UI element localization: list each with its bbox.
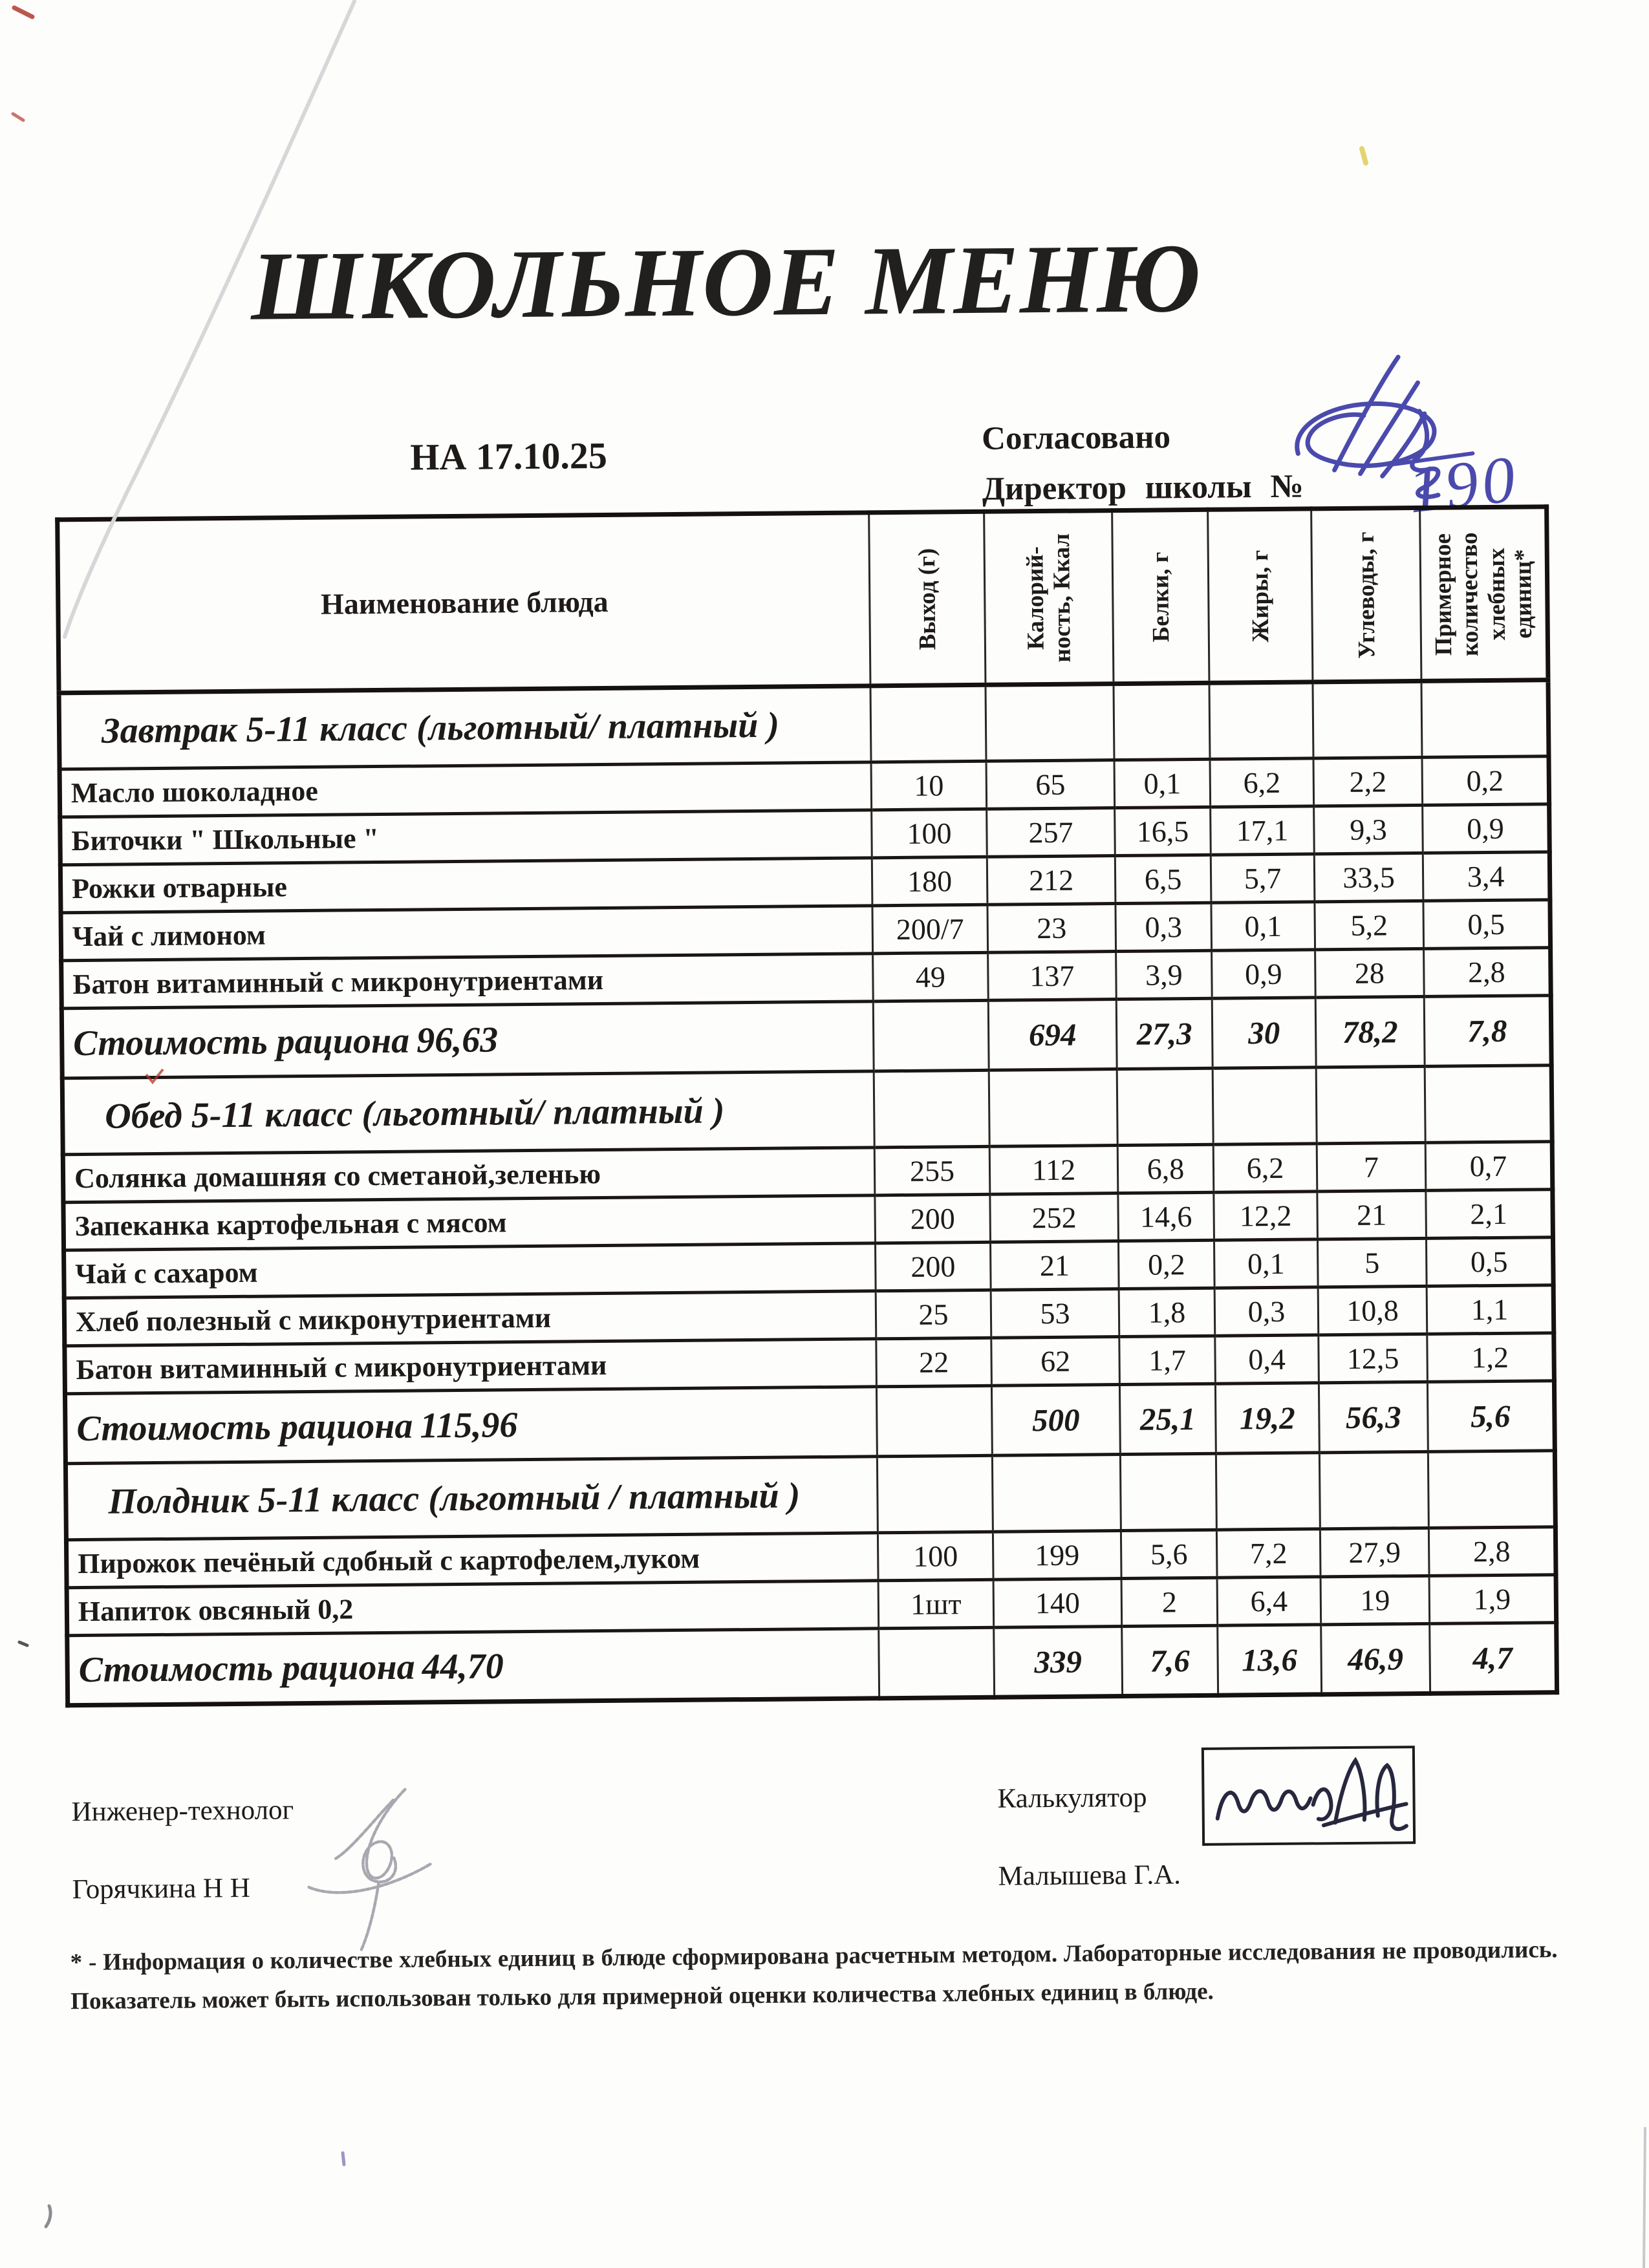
dish-bread-units: 1,2 bbox=[1427, 1333, 1555, 1382]
dish-fat: 6,4 bbox=[1217, 1577, 1321, 1625]
total-calories: 694 bbox=[988, 1000, 1117, 1071]
cost-price: 96,63 bbox=[416, 1019, 499, 1061]
dish-name: Чай с лимоном bbox=[61, 906, 873, 961]
column-header-output-label: Выход (г) bbox=[913, 548, 941, 650]
dish-name: Запеканка картофельная с мясом bbox=[63, 1195, 876, 1250]
dish-calories: 199 bbox=[993, 1531, 1121, 1580]
dish-name: Солянка домашняя со сметаной,зеленью bbox=[63, 1148, 875, 1203]
dish-fat: 6,2 bbox=[1213, 1144, 1317, 1192]
dish-carbs: 19 bbox=[1320, 1576, 1430, 1624]
total-bread-units: 5,6 bbox=[1427, 1381, 1555, 1452]
dish-carbs: 28 bbox=[1315, 948, 1425, 997]
cost-cell bbox=[65, 1387, 877, 1464]
empty-cell bbox=[1421, 680, 1549, 758]
dish-bread-units: 1,9 bbox=[1429, 1575, 1557, 1624]
empty-cell bbox=[1313, 681, 1422, 758]
engineer-signature-strokes bbox=[308, 1789, 431, 1951]
total-calories: 500 bbox=[991, 1385, 1120, 1456]
dish-output: 10 bbox=[871, 761, 987, 810]
dish-calories: 53 bbox=[991, 1289, 1119, 1338]
director-label: Директор школы № bbox=[982, 468, 1304, 508]
table-header-row bbox=[58, 507, 1548, 693]
total-carbs: 56,3 bbox=[1319, 1382, 1428, 1452]
column-header-bread-units-label: Примерное количество хлебных единиц* bbox=[1429, 531, 1537, 656]
dish-calories: 252 bbox=[990, 1193, 1119, 1243]
cost-row-breakfast bbox=[61, 996, 1551, 1078]
dish-protein: 3,9 bbox=[1116, 950, 1212, 999]
column-header-calories bbox=[984, 511, 1114, 685]
dish-bread-units: 0,5 bbox=[1423, 900, 1551, 949]
bread-units-footnote: * - Информация о количестве хлебных единиц в блюде сформирована расчетным методом. Лабораторные исследования не проводились. Показатель может быть использован только для примерной оценки количества хлебных единиц в блюде. bbox=[70, 1936, 1558, 2015]
cost-row-lunch bbox=[65, 1381, 1555, 1464]
page-title: ШКОЛЬНОЕ МЕНЮ bbox=[250, 223, 1202, 341]
dish-carbs: 7 bbox=[1317, 1142, 1426, 1191]
dish-calories: 65 bbox=[986, 760, 1115, 809]
empty-cell bbox=[1216, 1453, 1320, 1530]
section-title: Завтрак 5-11 класс (льготный/ платный ) bbox=[59, 686, 871, 769]
dish-output: 180 bbox=[872, 857, 987, 906]
dish-carbs: 12,5 bbox=[1319, 1334, 1428, 1382]
dish-name: Батон витаминный с микронутриентами bbox=[61, 954, 874, 1009]
dish-bread-units: 0,5 bbox=[1426, 1237, 1553, 1287]
dish-protein: 2 bbox=[1121, 1578, 1218, 1626]
dish-carbs: 33,5 bbox=[1314, 853, 1423, 901]
dish-bread-units: 0,7 bbox=[1425, 1142, 1553, 1191]
total-carbs: 78,2 bbox=[1315, 996, 1425, 1067]
cost-price: 115,96 bbox=[420, 1404, 518, 1446]
director-signature-strokes bbox=[1297, 356, 1473, 498]
total-calories: 339 bbox=[994, 1627, 1123, 1698]
total-protein: 27,3 bbox=[1116, 998, 1212, 1069]
empty-cell bbox=[1319, 1451, 1428, 1528]
section-row-lunch bbox=[62, 1065, 1552, 1155]
empty-cell bbox=[989, 1069, 1117, 1147]
total-fat: 13,6 bbox=[1218, 1625, 1322, 1695]
dish-output: 255 bbox=[874, 1146, 990, 1195]
menu-date: НА 17.10.25 bbox=[410, 434, 608, 478]
dish-bread-units: 2,8 bbox=[1424, 948, 1551, 997]
column-header-protein-label: Белки, г bbox=[1147, 551, 1174, 642]
agreed-label: Согласовано bbox=[981, 419, 1171, 457]
dish-protein: 1,8 bbox=[1119, 1288, 1215, 1336]
total-protein: 25,1 bbox=[1119, 1384, 1216, 1454]
dish-fat: 5,7 bbox=[1211, 854, 1315, 903]
dish-protein: 1,7 bbox=[1119, 1336, 1216, 1384]
section-row-snack bbox=[65, 1451, 1555, 1540]
section-title: Полдник 5-11 класс (льготный / платный ) bbox=[65, 1457, 878, 1540]
dish-output: 100 bbox=[878, 1532, 993, 1581]
calculator-signature-icon bbox=[1208, 1752, 1410, 1839]
empty-cell bbox=[879, 1627, 995, 1698]
calculator-name: Малышева Г.А. bbox=[998, 1859, 1181, 1892]
calculator-signature-strokes bbox=[1217, 1760, 1406, 1830]
dish-calories: 137 bbox=[988, 952, 1117, 1001]
column-header-carbs bbox=[1311, 508, 1421, 681]
dish-name: Масло шоколадное bbox=[59, 762, 872, 817]
engineer-signature-icon bbox=[296, 1780, 446, 1954]
dish-name: Чай с сахаром bbox=[64, 1243, 876, 1298]
dish-output: 200/7 bbox=[872, 904, 988, 954]
dish-calories: 112 bbox=[989, 1146, 1118, 1195]
column-header-dish-name: Наименование блюда bbox=[58, 513, 870, 693]
dish-calories: 62 bbox=[991, 1337, 1120, 1386]
dish-fat: 6,2 bbox=[1210, 758, 1314, 807]
dish-output: 200 bbox=[875, 1194, 991, 1243]
dish-fat: 17,1 bbox=[1211, 806, 1315, 855]
dish-output: 200 bbox=[876, 1242, 991, 1291]
cost-cell bbox=[61, 1001, 874, 1078]
total-protein: 7,6 bbox=[1122, 1625, 1218, 1696]
dish-protein: 0,2 bbox=[1118, 1240, 1214, 1289]
empty-cell bbox=[876, 1385, 992, 1457]
cost-price: 44,70 bbox=[422, 1646, 504, 1687]
empty-cell bbox=[1209, 682, 1313, 759]
column-header-calories-label: Калорий- ность, Ккал bbox=[1021, 533, 1076, 663]
column-header-output bbox=[869, 511, 986, 686]
empty-cell bbox=[986, 684, 1114, 762]
dish-carbs: 27,9 bbox=[1320, 1528, 1429, 1576]
dish-protein: 16,5 bbox=[1115, 807, 1211, 855]
total-fat: 30 bbox=[1212, 998, 1316, 1068]
dish-bread-units: 0,9 bbox=[1423, 804, 1550, 853]
total-fat: 19,2 bbox=[1215, 1383, 1319, 1453]
dish-protein: 6,5 bbox=[1115, 855, 1211, 903]
calculator-signature-stamp bbox=[1202, 1746, 1416, 1846]
dish-fat: 0,4 bbox=[1215, 1335, 1319, 1384]
dish-name: Биточки " Школьные " bbox=[60, 810, 872, 865]
empty-cell bbox=[1425, 1065, 1552, 1143]
dish-carbs: 5,2 bbox=[1315, 901, 1424, 949]
cost-label: Стоимость рациона bbox=[72, 1020, 410, 1064]
dish-calories: 21 bbox=[991, 1241, 1119, 1290]
dish-bread-units: 1,1 bbox=[1427, 1285, 1554, 1334]
dish-fat: 7,2 bbox=[1216, 1529, 1320, 1578]
column-header-protein bbox=[1112, 509, 1209, 683]
dish-carbs: 10,8 bbox=[1318, 1286, 1427, 1334]
dish-output: 100 bbox=[872, 809, 987, 858]
dish-bread-units: 0,2 bbox=[1422, 756, 1549, 806]
column-header-bread-units bbox=[1420, 507, 1548, 681]
column-header-carbs-label: Углеводы, г bbox=[1352, 531, 1380, 659]
empty-cell bbox=[1212, 1067, 1317, 1144]
dish-protein: 0,3 bbox=[1116, 903, 1212, 951]
empty-cell bbox=[877, 1455, 993, 1533]
empty-cell bbox=[873, 1000, 989, 1071]
dish-name: Хлеб полезный с микронутриентами bbox=[64, 1291, 876, 1346]
empty-cell bbox=[1428, 1451, 1555, 1528]
empty-cell bbox=[1316, 1066, 1425, 1143]
dish-protein: 0,1 bbox=[1114, 759, 1211, 808]
cost-label: Стоимость рациона bbox=[76, 1406, 413, 1449]
empty-cell bbox=[1114, 683, 1210, 760]
dish-output: 1шт bbox=[878, 1579, 994, 1629]
cost-row-snack bbox=[67, 1623, 1557, 1706]
dish-calories: 212 bbox=[987, 856, 1116, 905]
dish-fat: 0,9 bbox=[1212, 950, 1316, 998]
dish-calories: 140 bbox=[993, 1579, 1122, 1628]
dish-carbs: 5 bbox=[1317, 1238, 1427, 1287]
total-bread-units: 7,8 bbox=[1424, 996, 1551, 1067]
total-carbs: 46,9 bbox=[1321, 1623, 1430, 1694]
empty-cell bbox=[870, 685, 986, 762]
dish-calories: 23 bbox=[987, 904, 1116, 953]
dish-name: Рожки отварные bbox=[60, 858, 872, 913]
column-header-fat bbox=[1208, 509, 1313, 683]
column-header-fat-label: Жиры, г bbox=[1246, 550, 1274, 643]
dish-name: Батон витаминный с микронутриентами bbox=[65, 1339, 877, 1394]
dish-protein: 6,8 bbox=[1117, 1144, 1214, 1193]
empty-cell bbox=[1117, 1068, 1213, 1145]
total-bread-units: 4,7 bbox=[1430, 1623, 1557, 1694]
cost-cell bbox=[67, 1629, 879, 1706]
director-signature-icon bbox=[1271, 348, 1486, 506]
dish-carbs: 21 bbox=[1317, 1190, 1427, 1239]
dish-name: Напиток овсяный 0,2 bbox=[67, 1581, 879, 1636]
dish-calories: 257 bbox=[987, 808, 1116, 857]
empty-cell bbox=[874, 1070, 989, 1148]
dish-output: 22 bbox=[876, 1338, 992, 1387]
section-title: Обед 5-11 класс (льготный/ платный ) bbox=[62, 1071, 874, 1155]
dish-output: 49 bbox=[873, 952, 989, 1001]
dish-carbs: 9,3 bbox=[1314, 805, 1423, 853]
calculator-role-label: Калькулятор bbox=[997, 1782, 1147, 1814]
menu-table bbox=[55, 504, 1559, 1707]
dish-output: 25 bbox=[876, 1290, 991, 1339]
school-number-handwritten: 190 bbox=[1404, 442, 1523, 528]
dish-name: Пирожок печёный сдобный с картофелем,луком bbox=[66, 1533, 878, 1588]
dish-bread-units: 2,1 bbox=[1426, 1190, 1553, 1239]
dish-carbs: 2,2 bbox=[1313, 757, 1423, 806]
engineer-role-label: Инженер-технолог bbox=[71, 1795, 294, 1828]
engineer-name: Горячкина Н Н bbox=[72, 1872, 250, 1905]
dish-fat: 0,1 bbox=[1211, 902, 1315, 950]
cost-label: Стоимость рациона bbox=[78, 1647, 415, 1691]
dish-bread-units: 2,8 bbox=[1428, 1527, 1556, 1576]
dish-bread-units: 3,4 bbox=[1423, 852, 1550, 901]
empty-cell bbox=[992, 1455, 1121, 1532]
dish-protein: 5,6 bbox=[1121, 1530, 1217, 1578]
section-row-breakfast bbox=[59, 680, 1549, 769]
dish-protein: 14,6 bbox=[1118, 1192, 1214, 1241]
dish-fat: 0,1 bbox=[1214, 1239, 1318, 1288]
empty-cell bbox=[1120, 1453, 1216, 1530]
dish-fat: 12,2 bbox=[1214, 1192, 1318, 1240]
dish-fat: 0,3 bbox=[1214, 1287, 1319, 1336]
